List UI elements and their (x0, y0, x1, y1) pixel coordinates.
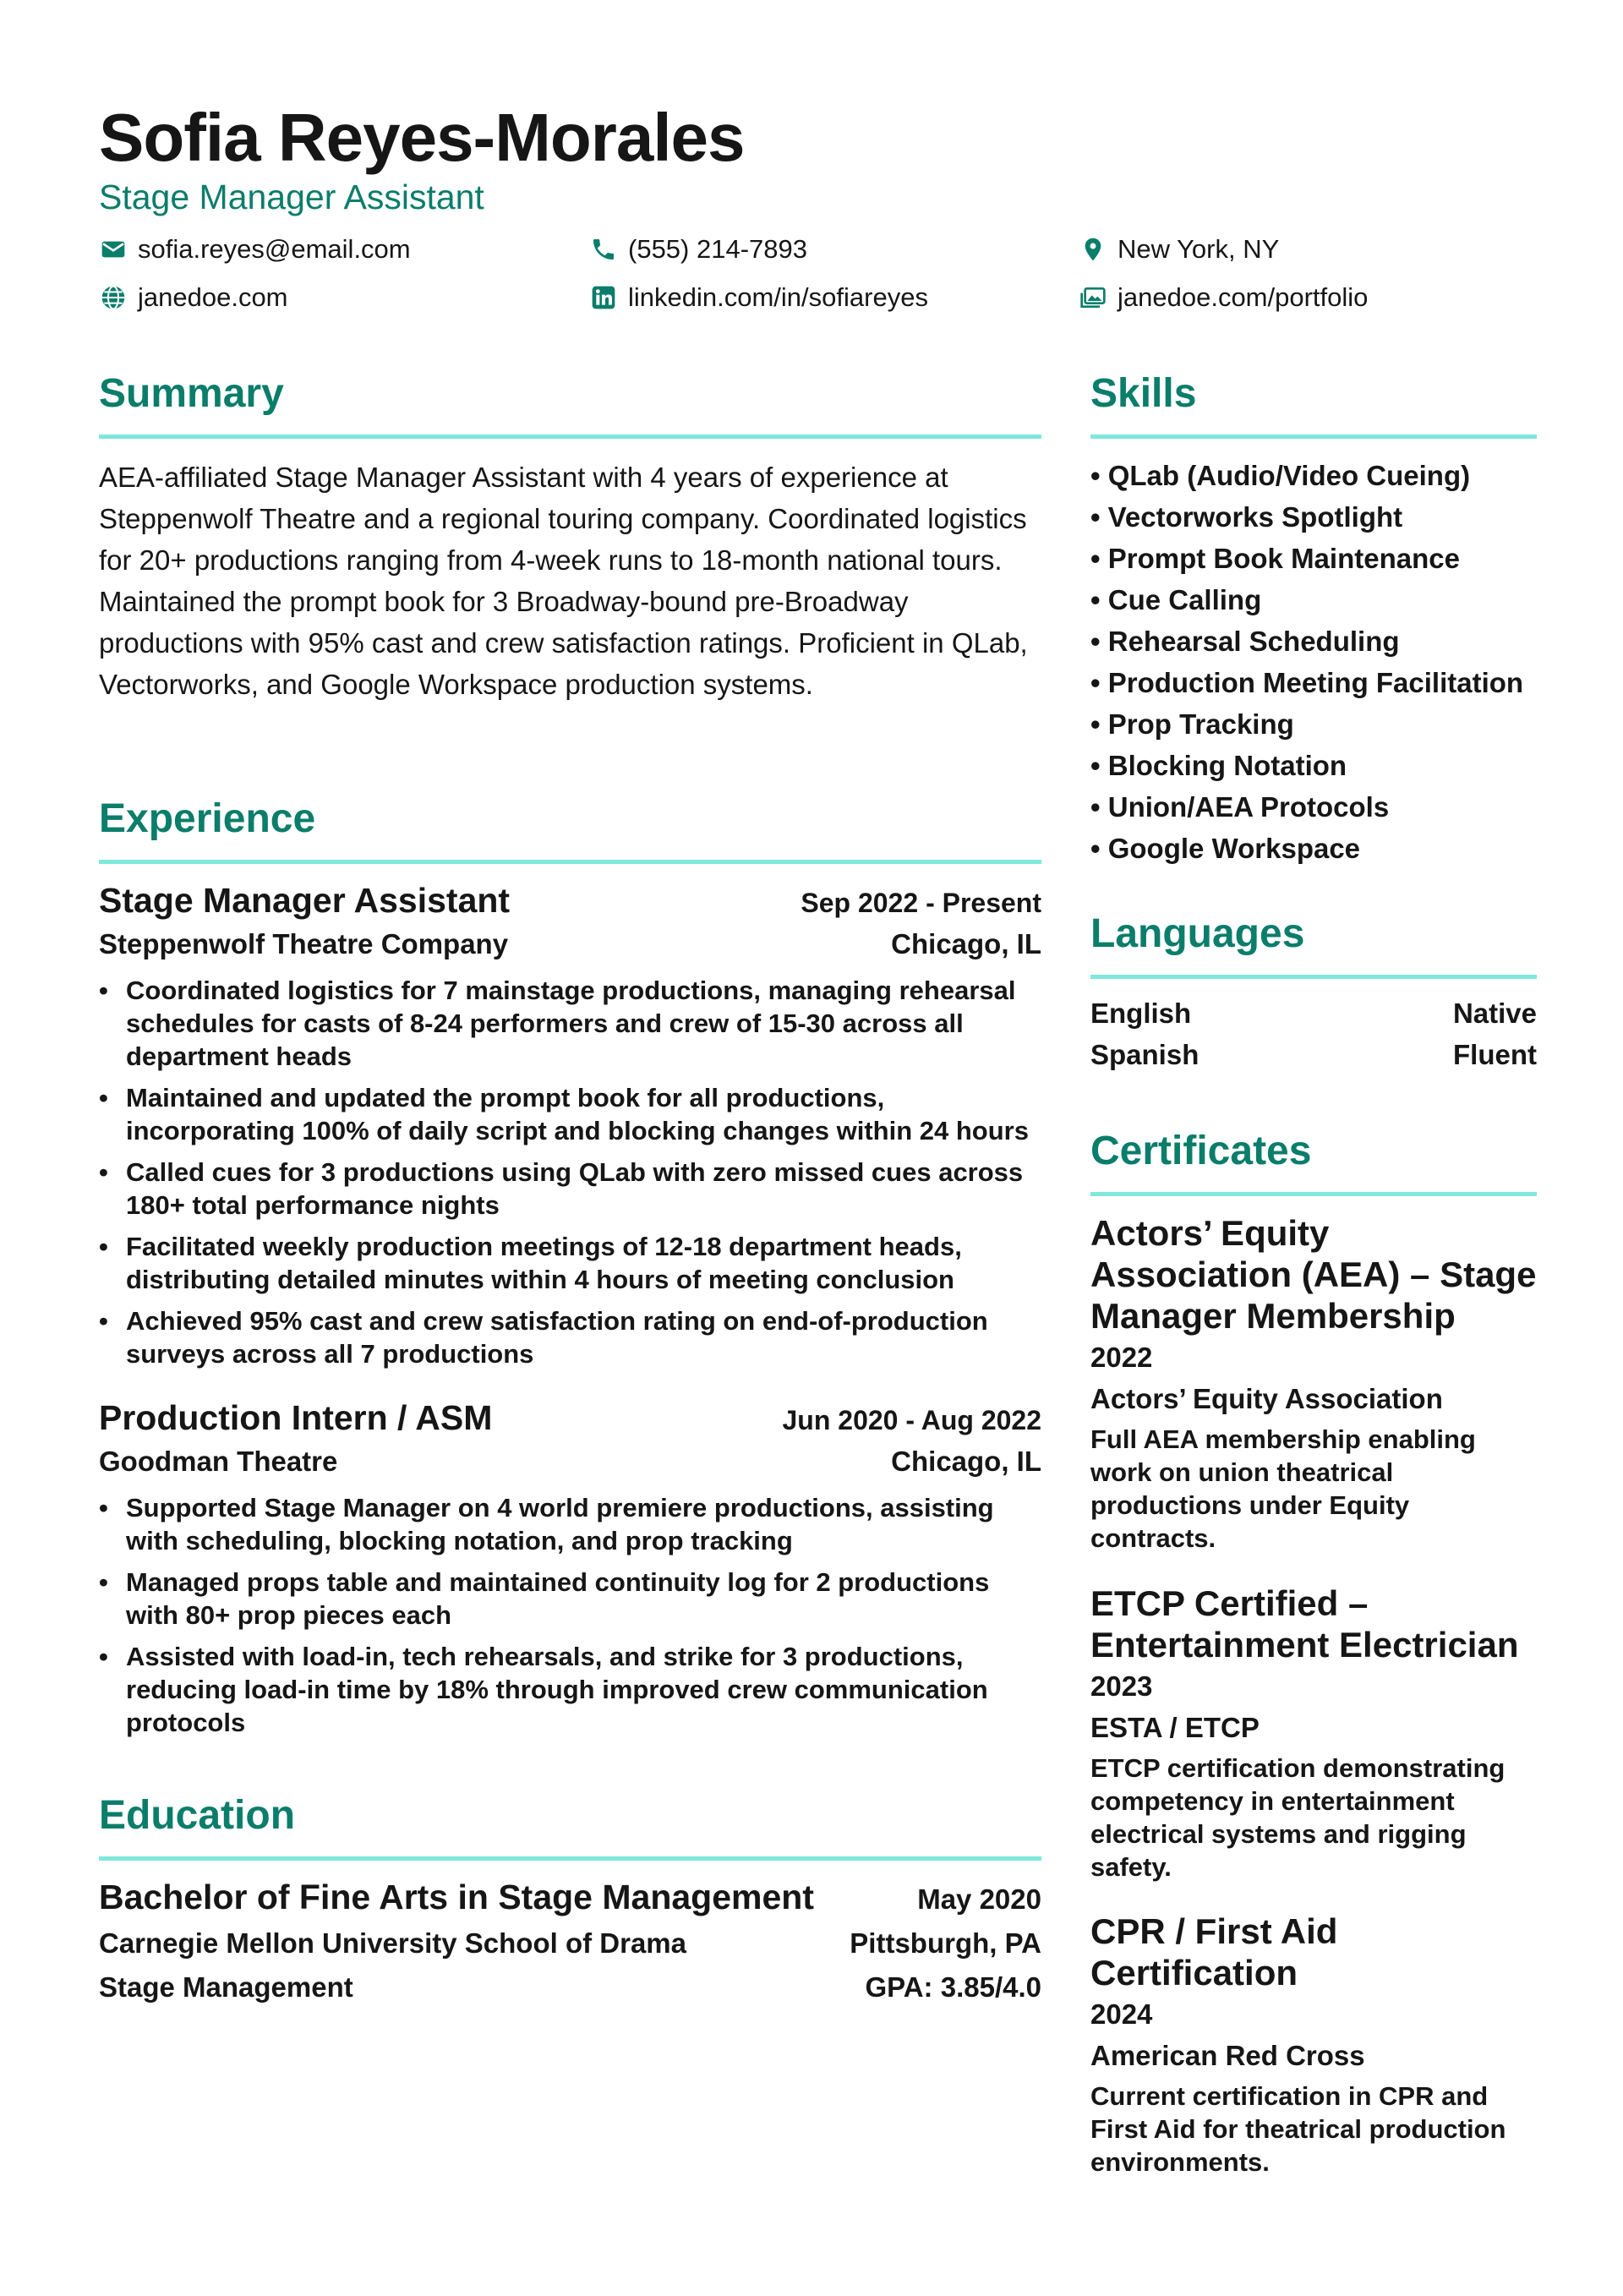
languages-divider (1090, 975, 1537, 979)
skill-item: • Prop Tracking (1090, 703, 1537, 745)
field-of-study: Stage Management (99, 1971, 353, 2003)
contact-phone[interactable] (589, 232, 807, 267)
contact-email-text: sofia.reyes@email.com (138, 234, 411, 264)
certificate-issuer: Actors’ Equity Association (1090, 1383, 1443, 1414)
certificate-year: 2024 (1090, 1998, 1153, 2030)
language-row (1090, 1034, 1537, 1075)
certificate-description: Full AEA membership enabling work on union theatrical productions under Equity contracts. (1090, 1424, 1476, 1553)
certificate-entry (1090, 1583, 1537, 1883)
summary-heading: Summary (99, 371, 284, 416)
job-dates: Sep 2022 - Present (801, 888, 1041, 918)
bullet-item: • Supported Stage Manager on 4 world premiere productions, assisting with scheduling, blocking notation, and prop tracking (99, 1491, 1041, 1557)
gpa: GPA: 3.85/4.0 (865, 1971, 1041, 2003)
contact-email[interactable] (99, 232, 411, 267)
skill-item: • Google Workspace (1090, 828, 1537, 869)
skill-item: • Vectorworks Spotlight (1090, 496, 1537, 538)
bullet-item: • Managed props table and maintained continuity log for 2 productions with 80+ prop pieces each (99, 1566, 1041, 1632)
skill-item: • Prompt Book Maintenance (1090, 538, 1537, 579)
degree-date: May 2020 (917, 1883, 1041, 1915)
skill-item: • QLab (Audio/Video Cueing) (1090, 455, 1537, 496)
education-entry (99, 1875, 1041, 2009)
summary-divider (99, 435, 1041, 439)
contact-portfolio-text: janedoe.com/portfolio (1118, 282, 1369, 312)
certificate-year: 2023 (1090, 1670, 1153, 1702)
bullet-item: • Coordinated logistics for 7 mainstage productions, managing rehearsal schedules for casts of 8-24 performers and crew of 15-30 across all department heads (99, 974, 1041, 1073)
skill-item: • Blocking Notation (1090, 745, 1537, 786)
certificate-name: ETCP Certified – Entertainment Electrician (1090, 1583, 1519, 1665)
job-company: Steppenwolf Theatre Company (99, 928, 509, 959)
map-pin-icon (1079, 235, 1107, 264)
language-name: Spanish (1090, 1039, 1199, 1070)
bullet-item: • Maintained and updated the prompt book for all productions, incorporating 100% of daily script and blocking changes within 24 hours (99, 1081, 1041, 1147)
languages-list (1090, 992, 1537, 1075)
language-level: Fluent (1453, 1039, 1537, 1070)
languages-heading: Languages (1090, 911, 1305, 956)
contact-location-text: New York, NY (1118, 234, 1280, 264)
candidate-name: Sofia Reyes-Morales (99, 100, 745, 175)
job-entry (99, 1397, 1041, 1747)
education-heading: Education (99, 1793, 296, 1838)
job-dates: Jun 2020 - Aug 2022 (782, 1405, 1041, 1435)
certificate-year: 2022 (1090, 1342, 1153, 1373)
linkedin-icon (589, 283, 618, 312)
job-location: Chicago, IL (891, 1446, 1041, 1477)
language-row (1090, 992, 1537, 1034)
education-divider (99, 1856, 1041, 1861)
bullet-item: • Assisted with load-in, tech rehearsals, and strike for 3 productions, reducing load-in time by 18% through improved crew communication protocols (99, 1640, 1041, 1739)
language-name: English (1090, 998, 1192, 1029)
bullet-item: • Achieved 95% cast and crew satisfaction rating on end-of-production surveys across all 7 productions (99, 1304, 1041, 1370)
skill-item: • Cue Calling (1090, 579, 1537, 620)
certificate-entry (1090, 1212, 1537, 1555)
certificate-issuer: American Red Cross (1090, 2040, 1365, 2071)
skills-list (1090, 455, 1537, 869)
contact-linkedin[interactable] (589, 280, 928, 315)
experience-divider (99, 860, 1041, 864)
contact-linkedin-text: linkedin.com/in/sofiareyes (628, 282, 928, 312)
certificate-name: CPR / First Aid Certification (1090, 1911, 1338, 1993)
skills-divider (1090, 435, 1537, 439)
certificate-entry (1090, 1911, 1537, 2178)
bullet-item: • Facilitated weekly production meetings of 12-18 department heads, distributing detailed minutes within 4 hours of meeting conclusion (99, 1230, 1041, 1296)
certificate-description: Current certification in CPR and First Aid for theatrical production environments. (1090, 2081, 1506, 2177)
certificate-description: ETCP certification demonstrating competency in entertainment electrical systems and rigging safety. (1090, 1753, 1506, 1882)
portfolio-icon (1079, 283, 1107, 312)
job-company: Goodman Theatre (99, 1446, 338, 1477)
contact-portfolio[interactable] (1079, 280, 1368, 315)
skills-heading: Skills (1090, 371, 1197, 416)
phone-icon (589, 235, 618, 264)
job-title: Production Intern / ASM (99, 1398, 493, 1437)
experience-heading: Experience (99, 796, 316, 841)
school-name: Carnegie Mellon University School of Drama (99, 1927, 686, 1959)
certificates-heading: Certificates (1090, 1129, 1312, 1173)
contact-location (1079, 232, 1279, 267)
school-location: Pittsburgh, PA (850, 1927, 1041, 1959)
skill-item: • Rehearsal Scheduling (1090, 620, 1537, 662)
job-bullets (99, 974, 1041, 1370)
bullet-item: • Called cues for 3 productions using QLab with zero missed cues across 180+ total performance nights (99, 1156, 1041, 1222)
contact-website[interactable] (99, 280, 288, 315)
certificate-name: Actors’ Equity Association (AEA) – Stage Manager Membership (1090, 1213, 1537, 1336)
contact-website-text: janedoe.com (138, 282, 288, 312)
globe-icon (99, 283, 128, 312)
language-level: Native (1452, 998, 1537, 1029)
job-title: Stage Manager Assistant (99, 881, 511, 920)
certificates-divider (1090, 1192, 1537, 1196)
envelope-icon (99, 235, 128, 264)
summary-text: AEA-affiliated Stage Manager Assistant with 4 years of experience at Steppenwolf Theatre and a regional touring company. Coordinated logistics for 20+ productions ranging from 4-week runs to 18-month national tours. Maintained the prompt book for 3 Broadway-bound pre-Broadway productions with 95% cast and crew satisfaction ratings. Proficient in QLab, Vectorworks, and Google Workspace production systems. (99, 462, 1028, 700)
job-bullets (99, 1491, 1041, 1739)
skill-item: • Production Meeting Facilitation (1090, 662, 1537, 703)
contact-phone-text: (555) 214-7893 (628, 234, 807, 264)
certificate-issuer: ESTA / ETCP (1090, 1712, 1260, 1743)
job-entry (99, 879, 1041, 1379)
degree-title: Bachelor of Fine Arts in Stage Management (99, 1878, 814, 1916)
skill-item: • Union/AEA Protocols (1090, 786, 1537, 828)
job-location: Chicago, IL (891, 928, 1041, 959)
candidate-title: Stage Manager Assistant (99, 178, 484, 216)
